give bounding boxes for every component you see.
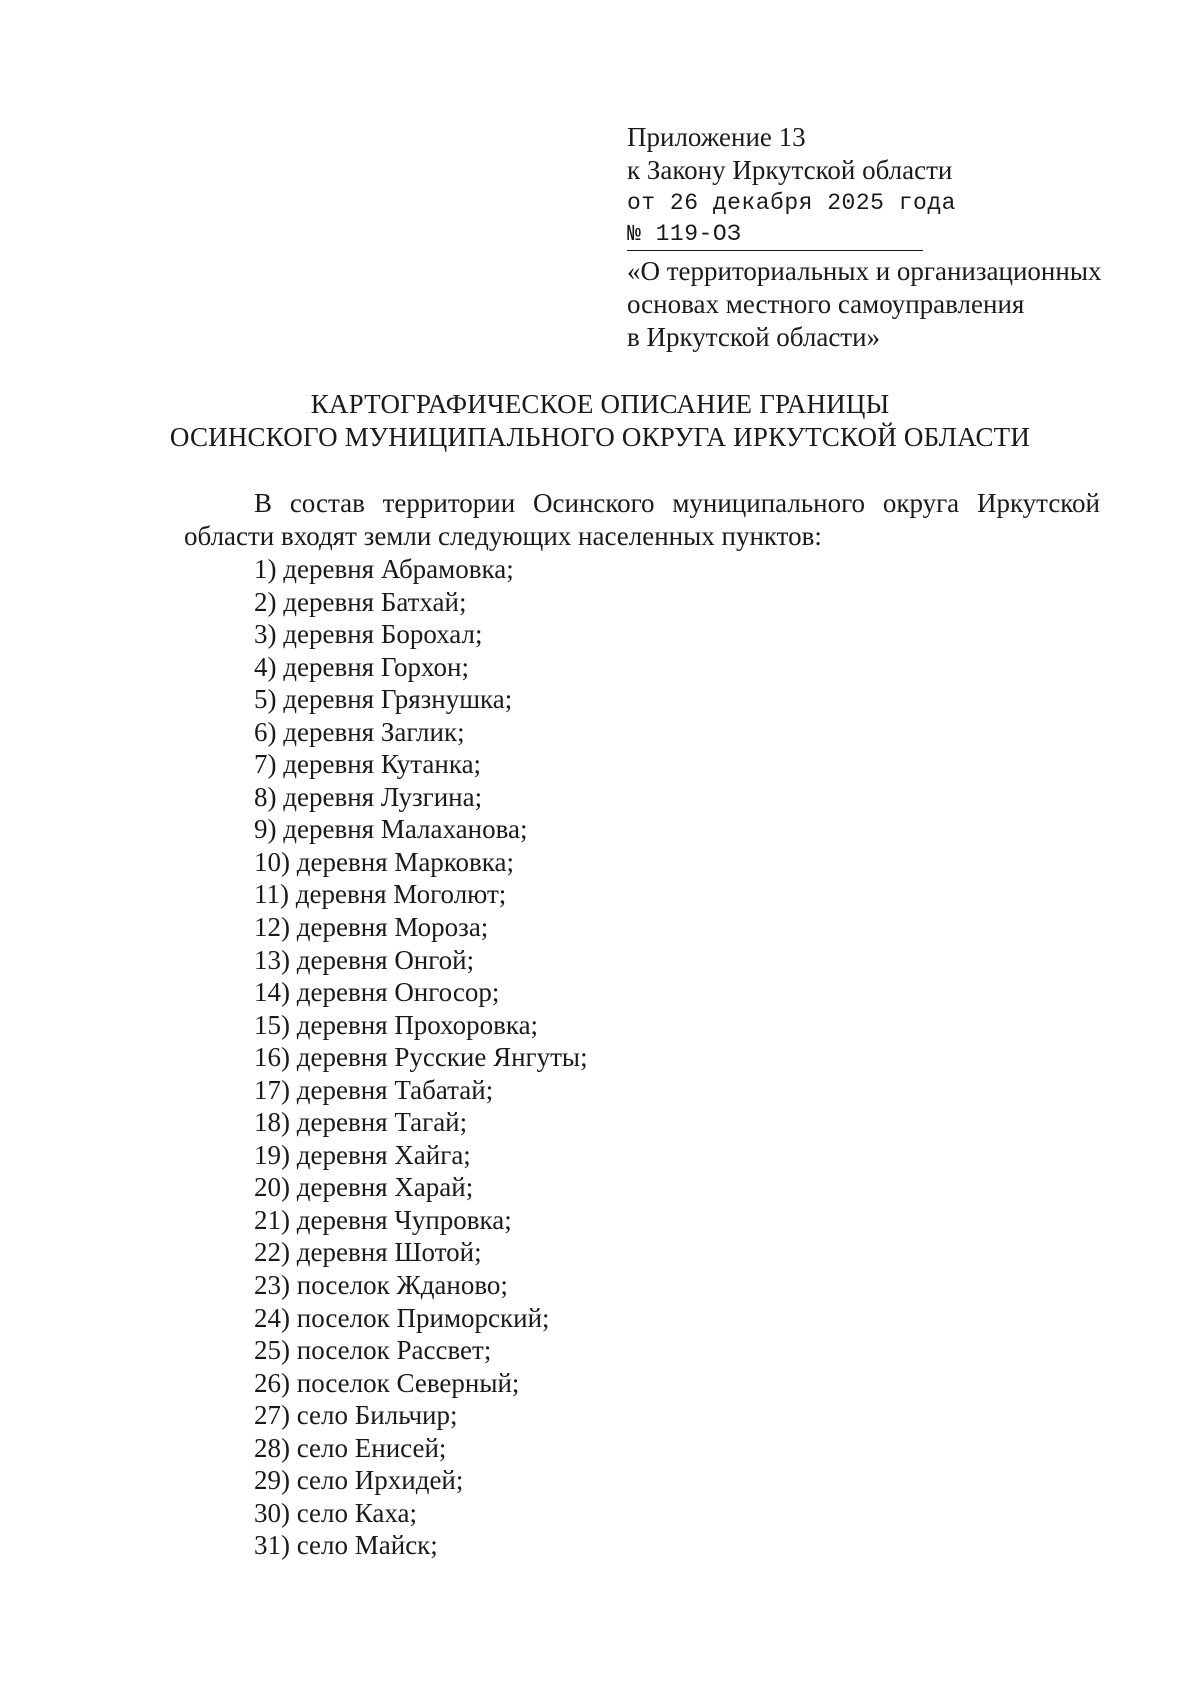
appendix-law-reference: к Закону Иркутской области [627,155,953,185]
law-date: от 26 декабря 2025 года [627,190,956,216]
settlement-list-item: 1) деревня Абрамовка; [254,554,514,584]
settlement-list-item: 26) поселок Северный; [254,1367,520,1398]
law-title-line-1: «О территориальных и организационных [627,256,1102,286]
settlement-list-item: 14) деревня Онгосор; [254,977,500,1008]
document-title-line-2: ОСИНСКОГО МУНИЦИПАЛЬНОГО ОКРУГА ИРКУТСКОЙ ОБЛАСТИ [169,422,1031,452]
document-title-line-1: КАРТОГРАФИЧЕСКОЕ ОПИСАНИЕ ГРАНИЦЫ [310,389,890,419]
settlement-list-item: 28) село Енисей; [254,1432,447,1463]
settlement-list-item: 3) деревня Борохал; [254,619,483,650]
settlement-list-item: 2) деревня Батхай; [254,586,467,617]
settlement-list-item: 8) деревня Лузгина; [254,781,483,812]
settlement-list-item: 22) деревня Шотой; [254,1237,482,1268]
settlement-list-item: 4) деревня Горхон; [254,651,469,682]
law-title-line-2: основах местного самоуправления [627,289,1025,319]
law-number: № 119-ОЗ [627,220,923,251]
settlement-list-item: 18) деревня Тагай; [254,1107,468,1138]
settlement-list-item: 10) деревня Марковка; [254,846,514,877]
settlement-list-item: 15) деревня Прохоровка; [254,1009,539,1040]
intro-line-2: области входят земли следующих населенных пунктов: [184,521,822,551]
settlement-list-item: 19) деревня Хайга; [254,1139,471,1170]
settlement-list-item: 31) село Майск; [254,1530,438,1561]
settlement-list-item: 27) село Бильчир; [254,1400,458,1431]
appendix-number: Приложение 13 [627,122,806,152]
settlement-list-item: 16) деревня Русские Янгуты; [254,1042,588,1073]
settlement-list-item: 17) деревня Табатай; [254,1074,494,1105]
settlement-list-item: 6) деревня Заглик; [254,716,465,747]
settlement-list-item: 12) деревня Мороза; [254,912,489,943]
settlement-list-item: 5) деревня Грязнушка; [254,684,513,715]
settlement-list-item: 13) деревня Онгой; [254,944,475,975]
appendix-header [627,121,1147,354]
settlement-list-item: 21) деревня Чупровка; [254,1204,512,1235]
law-title-line-3: в Иркутской области» [627,322,881,352]
settlement-list-item: 7) деревня Кутанка; [254,749,482,780]
settlement-list-item: 24) поселок Приморский; [254,1302,550,1333]
settlement-list-item: 11) деревня Моголют; [254,879,507,910]
intro-paragraph [184,487,1100,553]
intro-line-1: В состав территории Осинского муниципального округа Иркутской [254,488,1100,518]
settlement-list-item: 29) село Ирхидей; [254,1465,464,1496]
settlement-list-item: 20) деревня Харай; [254,1172,474,1203]
settlement-list-item: 23) поселок Жданово; [254,1270,508,1301]
settlement-list-item: 25) поселок Рассвет; [254,1335,492,1366]
settlement-list [254,553,588,1562]
settlement-list-item: 30) село Каха; [254,1497,418,1528]
settlement-list-item: 9) деревня Малаханова; [254,814,528,845]
